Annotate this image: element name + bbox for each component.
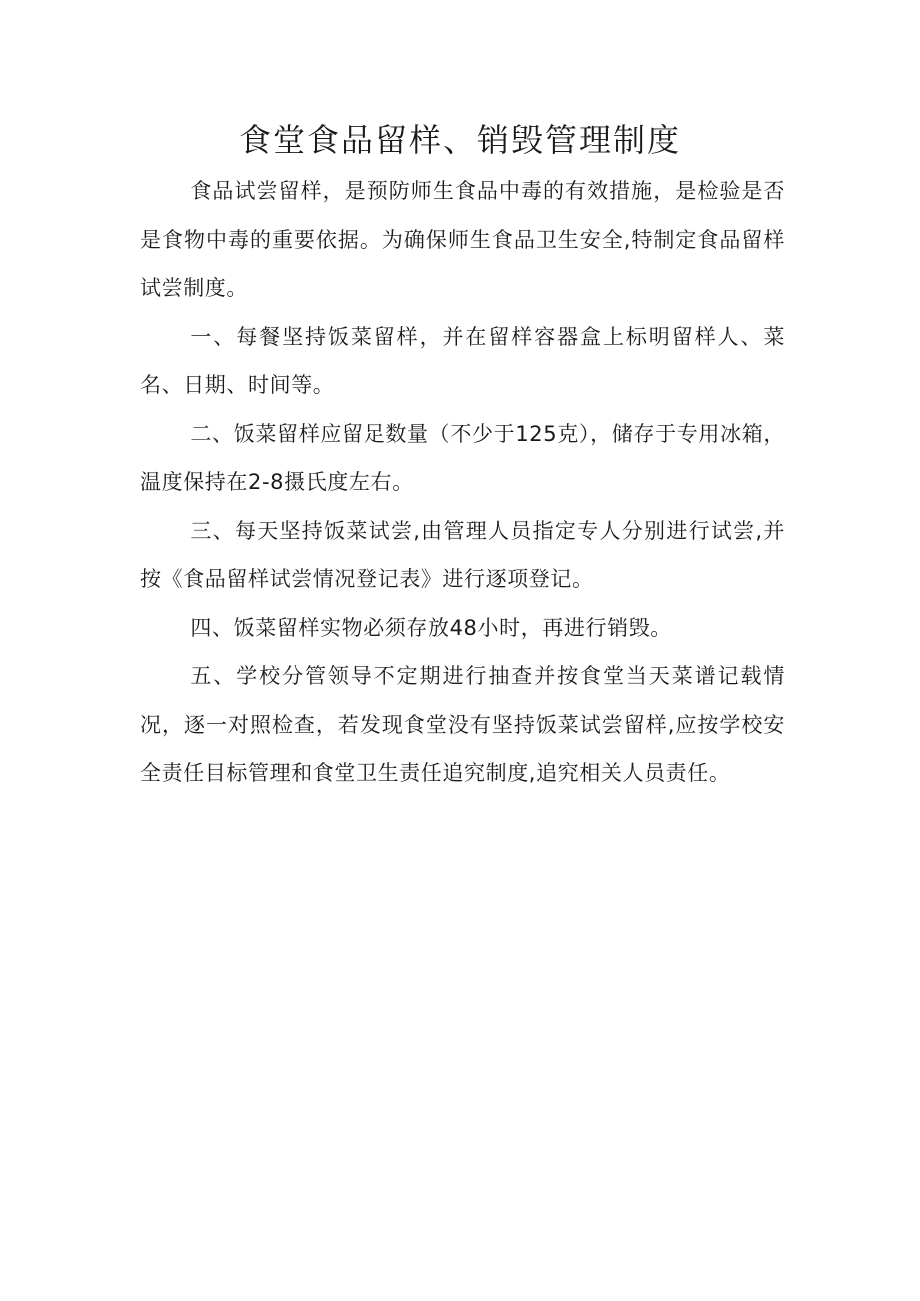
paragraph-rule-4: 四、饭菜留样实物必须存放48小时，再进行销毁。 [190, 615, 672, 640]
paragraph-rule-1: 一、每餐坚持饭菜留样，并在留样容器盒上标明留样人、菜名、日期、时间等。 [140, 324, 785, 397]
paragraph-rule-2: 二、饭菜留样应留足数量（不少于125克），储存于专用冰箱，温度保持在2-8摄氏度左右。 [140, 421, 785, 494]
document-body [140, 167, 785, 798]
paragraph-intro: 食品试尝留样，是预防师生食品中毒的有效措施，是检验是否是食物中毒的重要依据。为确保师生食品卫生安全,特制定食品留样试尝制度。 [140, 179, 785, 300]
paragraph-rule-3: 三、每天坚持饭菜试尝,由管理人员指定专人分别进行试尝,并按《食品留样试尝情况登记表》进行逐项登记。 [140, 518, 785, 591]
document-title: 食堂食品留样、销毁管理制度 [238, 121, 681, 159]
paragraph-rule-5: 五、学校分管领导不定期进行抽查并按食堂当天菜谱记载情况，逐一对照检查，若发现食堂没有坚持饭菜试尝留样,应按学校安全责任目标管理和食堂卫生责任追究制度,追究相关人员责任。 [140, 664, 785, 785]
